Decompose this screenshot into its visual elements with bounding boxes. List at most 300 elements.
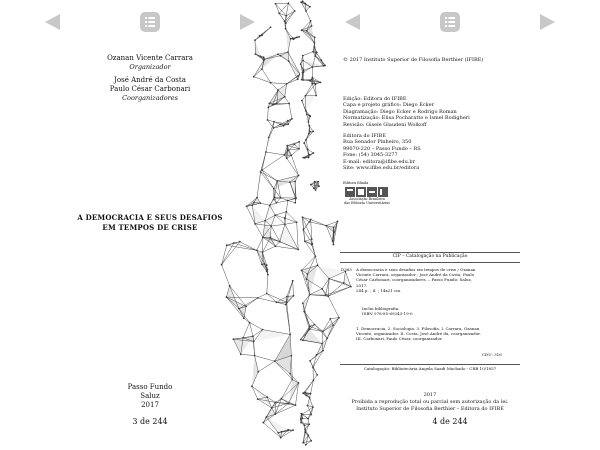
network-node — [261, 34, 263, 36]
network-node — [309, 221, 311, 223]
network-edge — [255, 224, 271, 226]
network-node — [302, 392, 304, 394]
network-node — [309, 397, 311, 399]
network-node — [310, 219, 312, 221]
cip-biblio — [362, 306, 413, 316]
network-node — [315, 83, 317, 85]
network-node — [338, 317, 340, 319]
next-page-button[interactable] — [538, 12, 558, 32]
cip-top-rule — [340, 252, 520, 253]
network-node — [312, 77, 314, 79]
network-node — [270, 225, 272, 227]
network-edge — [250, 323, 253, 337]
network-node — [309, 360, 311, 362]
network-edge — [285, 97, 289, 104]
network-node — [270, 26, 272, 28]
network-node — [274, 413, 276, 415]
network-node — [304, 157, 306, 159]
network-node — [304, 3, 306, 5]
network-node — [268, 137, 270, 139]
network-node — [321, 343, 323, 345]
network-node — [302, 216, 304, 218]
network-node — [310, 20, 312, 22]
network-node — [226, 244, 228, 246]
network-node — [309, 325, 311, 327]
network-node — [274, 360, 276, 362]
network-node — [329, 318, 331, 320]
organizer-role: Organizador — [129, 63, 171, 71]
network-node — [267, 269, 269, 271]
network-node — [333, 231, 335, 233]
network-node — [262, 251, 264, 253]
network-edge — [306, 84, 313, 96]
network-node — [272, 104, 274, 106]
network-facet — [252, 356, 258, 387]
network-node — [261, 68, 263, 70]
abeu-caption: Editora filiada — [343, 181, 369, 185]
network-node — [308, 121, 310, 123]
network-node — [295, 198, 297, 200]
cdu-code: CDU: 316 — [482, 352, 502, 357]
network-edge — [315, 256, 317, 265]
network-node — [291, 379, 293, 381]
coorganizer-role: Coorganizadores — [122, 94, 178, 102]
network-node — [276, 301, 278, 303]
cip-subject-line: Vicente, organizador. II. Costa, José André da, coorganizador. — [356, 331, 481, 337]
network-node — [303, 71, 305, 73]
network-node — [280, 197, 282, 199]
network-node — [260, 171, 262, 173]
network-facet — [266, 128, 274, 152]
cip-entry-line: Vicente Carrara, organizador ; José André da Costa, Paulo — [356, 272, 475, 278]
network-edge — [289, 104, 292, 119]
credit-line: Edição: Editora do IFIBE — [343, 96, 407, 102]
network-node — [317, 264, 319, 266]
network-node — [322, 350, 324, 352]
network-edge — [329, 279, 344, 283]
network-node — [301, 413, 303, 415]
page-counter: 4 de 244 — [432, 417, 468, 426]
cip-heading: CIP – Catalogação na Publicação — [392, 254, 468, 259]
network-edge — [255, 224, 263, 237]
network-node — [229, 285, 231, 287]
imprint-city: Passo Fundo — [127, 383, 173, 391]
network-node — [285, 15, 287, 17]
network-node — [273, 199, 275, 201]
network-node — [302, 302, 304, 304]
network-node — [308, 125, 310, 127]
network-node — [286, 145, 288, 147]
network-node — [295, 404, 297, 406]
network-node — [285, 28, 287, 30]
cip-biblio-line: Inclui bibliografia. — [362, 306, 400, 311]
network-edge — [310, 326, 323, 331]
cip-bottom-rule — [340, 364, 520, 365]
network-node — [294, 10, 296, 12]
network-edge — [222, 242, 240, 265]
cip-entry — [356, 267, 475, 293]
network-node — [286, 302, 288, 304]
network-node — [310, 393, 312, 395]
network-edge — [287, 158, 299, 175]
network-node — [308, 154, 310, 156]
network-edge — [241, 354, 255, 355]
network-edge — [257, 237, 263, 250]
network-node — [315, 255, 317, 257]
network-node — [320, 59, 322, 61]
network-node — [303, 311, 305, 313]
network-node — [312, 51, 314, 53]
network-node — [310, 440, 312, 442]
network-node — [280, 55, 282, 57]
network-edge — [303, 217, 311, 219]
network-node — [337, 221, 339, 223]
network-node — [233, 242, 235, 244]
network-node — [286, 296, 288, 298]
network-node — [302, 55, 304, 57]
network-node — [245, 306, 247, 308]
network-node — [279, 124, 281, 126]
network-node — [279, 241, 281, 243]
imprint-year: 2017 — [141, 401, 159, 409]
network-node — [287, 51, 289, 53]
network-node — [292, 280, 294, 282]
network-node — [314, 181, 316, 183]
network-node — [276, 103, 278, 105]
network-node — [264, 58, 266, 60]
network-node — [242, 337, 244, 339]
right-page — [300, 0, 600, 450]
network-node — [303, 142, 305, 144]
credit-line: Revisão: Gisele Glaudeni Wolkoff — [343, 121, 427, 128]
network-node — [277, 53, 279, 55]
network-facet — [306, 96, 317, 111]
coorganizer-name: José André da Costa — [114, 76, 186, 84]
network-edge — [266, 152, 285, 155]
publisher-info-line: 99070-220 – Passo Fundo – RS — [343, 145, 421, 152]
network-node — [292, 429, 294, 431]
network-node — [332, 324, 334, 326]
network-facet — [252, 386, 272, 408]
network-node — [256, 250, 258, 252]
network-node — [253, 202, 255, 204]
network-node — [288, 402, 290, 404]
network-node — [324, 65, 326, 67]
network-edge — [267, 275, 268, 294]
network-node — [266, 293, 268, 295]
network-edge — [308, 406, 312, 415]
network-node — [265, 416, 267, 418]
network-node — [305, 10, 307, 12]
menu-button[interactable] — [140, 12, 160, 32]
network-node — [276, 202, 278, 204]
publisher-info-line: Site: www.ifibe.edu.br/editora — [343, 165, 420, 172]
book-title: A DEMOCRACIA E SEUS DESAFIOS — [77, 213, 223, 222]
network-node — [257, 371, 259, 373]
network-node — [305, 110, 307, 112]
network-edge — [328, 283, 344, 296]
network-node — [286, 83, 288, 85]
network-node — [288, 2, 290, 4]
network-edge — [286, 201, 288, 212]
network-node — [307, 418, 309, 420]
network-node — [314, 55, 316, 57]
publisher-info-block — [343, 133, 421, 171]
cip-subject-line: 1. Democracia. 2. Sociologia. 3. Filosofia. I. Carrara, Ozanan — [356, 326, 480, 331]
network-node — [328, 278, 330, 280]
network-edge — [262, 27, 271, 35]
network-node — [239, 241, 241, 243]
network-node — [240, 353, 242, 355]
network-edge — [303, 52, 313, 56]
network-node — [289, 181, 291, 183]
network-node — [320, 82, 322, 84]
network-node — [318, 185, 320, 187]
network-node — [266, 264, 268, 266]
network-node — [285, 211, 287, 213]
credit-line: Normatização: Elisa Pocharatto e Ismel Bodigheri — [343, 115, 470, 122]
abeu-logo — [343, 186, 391, 206]
network-node — [266, 396, 268, 398]
network-node — [238, 308, 240, 310]
copyright-notice: © 2017 Instituto Superior de Filosofia Berthier (IFIBE) — [343, 57, 484, 63]
network-node — [277, 432, 279, 434]
cip-entry-line: A democracia e seus desafios em tempos de crise / Ozanan — [356, 267, 476, 272]
network-node — [301, 269, 303, 271]
network-node — [255, 53, 257, 55]
network-node — [275, 3, 277, 5]
network-node — [259, 202, 261, 204]
network-node — [314, 42, 316, 44]
network-node — [301, 100, 303, 102]
network-node — [305, 395, 307, 397]
network-node — [302, 157, 304, 159]
network-node — [267, 274, 269, 276]
network-node — [281, 398, 283, 400]
network-node — [310, 184, 312, 186]
network-edge — [269, 128, 274, 137]
network-node — [254, 355, 256, 357]
cip-librarian: Catalogação: Bibliotecária Angela Saadi Machado - CRB 10/1857 — [363, 366, 497, 371]
network-node — [278, 12, 280, 14]
network-edge — [255, 356, 275, 362]
network-edge — [234, 243, 257, 250]
menu-icon — [440, 12, 460, 32]
network-node — [277, 89, 279, 91]
network-edge — [276, 3, 289, 4]
network-node — [304, 240, 306, 242]
network-node — [273, 188, 275, 190]
network-edge — [262, 155, 284, 170]
network-node — [284, 154, 286, 156]
network-node — [251, 204, 253, 206]
network-node — [309, 80, 311, 82]
network-edge — [306, 432, 312, 440]
network-node — [252, 335, 254, 337]
network-node — [307, 434, 309, 436]
network-edge — [303, 303, 310, 326]
network-node — [322, 331, 324, 333]
cip-biblio-line: ISBN 978-85-69343-19-0 — [362, 311, 413, 317]
network-node — [333, 226, 335, 228]
network-node — [311, 238, 313, 240]
network-node — [343, 282, 345, 284]
network-node — [307, 273, 309, 275]
network-node — [323, 65, 325, 67]
network-node — [306, 278, 308, 280]
network-node — [312, 367, 314, 369]
network-facet — [266, 417, 288, 433]
network-node — [273, 121, 275, 123]
network-node — [311, 243, 313, 245]
network-node — [309, 6, 311, 8]
network-node — [284, 21, 286, 23]
network-edge — [250, 323, 263, 330]
network-node — [271, 407, 273, 409]
cip-code: D383 — [341, 267, 352, 272]
network-node — [302, 339, 304, 341]
network-node — [297, 75, 299, 77]
network-node — [294, 181, 296, 183]
network-node — [313, 379, 315, 381]
menu-button[interactable] — [440, 12, 460, 32]
network-node — [262, 236, 264, 238]
network-edge — [271, 83, 278, 90]
network-node — [288, 103, 290, 105]
network-node — [284, 217, 286, 219]
network-node — [312, 66, 314, 68]
network-edge — [262, 170, 274, 189]
network-node — [274, 402, 276, 404]
network-node — [332, 240, 334, 242]
credit-line: Diagramação: Diego Ecker e Rodrigo Roman — [343, 108, 457, 115]
network-node — [311, 25, 313, 27]
network-node — [303, 229, 305, 231]
network-edge — [285, 222, 297, 224]
network-node — [310, 414, 312, 416]
credits-block — [343, 96, 470, 128]
network-node — [274, 196, 276, 198]
credit-line: Capa e projeto gráfico: Diego Ecker — [343, 102, 435, 109]
network-node — [308, 423, 310, 425]
imprint-year: 2017 — [423, 392, 437, 398]
network-node — [221, 264, 223, 266]
network-node — [263, 56, 265, 58]
network-node — [253, 76, 255, 78]
network-edge — [262, 170, 277, 181]
network-node — [291, 118, 293, 120]
network-node — [253, 341, 255, 343]
prev-page-button[interactable] — [42, 12, 62, 32]
network-node — [316, 52, 318, 54]
network-node — [246, 205, 248, 207]
network-edge — [253, 336, 255, 355]
network-node — [314, 324, 316, 326]
network-node — [274, 214, 276, 216]
network-node — [286, 157, 288, 159]
prev-page-button[interactable] — [342, 12, 362, 32]
network-node — [304, 424, 306, 426]
publisher-info-line: E-mail: editora@ifibe.edu.br — [343, 158, 416, 165]
network-node — [270, 82, 272, 84]
coorganizer-name: Paulo César Carbonari — [109, 85, 191, 93]
rights-notice: Proibida a reprodução total ou parcial sem autorização da lei. — [351, 399, 509, 405]
network-edge — [276, 4, 280, 14]
network-node — [264, 220, 266, 222]
network-node — [266, 270, 268, 272]
network-node — [316, 354, 318, 356]
prev-page-icon — [342, 12, 362, 32]
network-node — [306, 114, 308, 116]
network-node — [269, 103, 271, 105]
network-node — [315, 95, 317, 97]
cip-subjects — [356, 326, 481, 342]
network-node — [281, 431, 283, 433]
publisher-info-line: Fone: (54) 3045-3277 — [343, 152, 398, 159]
network-node — [287, 149, 289, 151]
network-node — [269, 204, 271, 206]
network-node — [249, 322, 251, 324]
organizer-name: Ozanan Vicente Carrara — [107, 54, 193, 62]
network-node — [273, 127, 275, 129]
cip-subject-line: III. Carbonari, Paulo César, coorganizador. — [356, 336, 443, 342]
network-node — [314, 36, 316, 38]
next-page-button[interactable] — [238, 12, 258, 32]
network-edge — [305, 241, 316, 256]
network-edge — [222, 265, 230, 286]
book-title: EM TEMPOS DE CRISE — [102, 223, 198, 232]
network-node — [309, 294, 311, 296]
prev-page-icon — [42, 12, 62, 32]
network-node — [267, 107, 269, 109]
network-node — [302, 1, 304, 3]
network-node — [293, 38, 295, 40]
network-edge — [258, 294, 267, 298]
network-node — [312, 131, 314, 133]
network-node — [301, 29, 303, 31]
network-edge — [246, 298, 258, 307]
menu-icon — [140, 12, 160, 32]
network-edge — [260, 203, 269, 205]
network-edge — [243, 323, 250, 338]
network-edge — [261, 172, 274, 189]
abeu-name: das Editoras Universitárias — [344, 201, 390, 205]
network-node — [327, 295, 329, 297]
network-node — [304, 428, 306, 430]
rights-holder: Instituto Superior de Filosofia Berthier – Editora do IFIBE — [356, 406, 504, 412]
network-edge — [290, 356, 291, 374]
network-node — [226, 296, 228, 298]
network-node — [309, 328, 311, 330]
network-node — [289, 373, 291, 375]
network-node — [257, 297, 259, 299]
network-node — [302, 79, 304, 81]
network-node — [311, 83, 313, 85]
network-node — [311, 79, 313, 81]
imprint-publisher: Saluz — [140, 392, 160, 400]
network-node — [313, 188, 315, 190]
network-node — [287, 429, 289, 431]
network-edge — [328, 296, 339, 317]
network-edge — [328, 287, 351, 297]
network-node — [284, 96, 286, 98]
network-node — [333, 244, 335, 246]
network-node — [300, 422, 302, 424]
network-edge — [266, 137, 269, 152]
network-node — [254, 223, 256, 225]
network-node — [254, 39, 256, 41]
network-node — [307, 405, 309, 407]
